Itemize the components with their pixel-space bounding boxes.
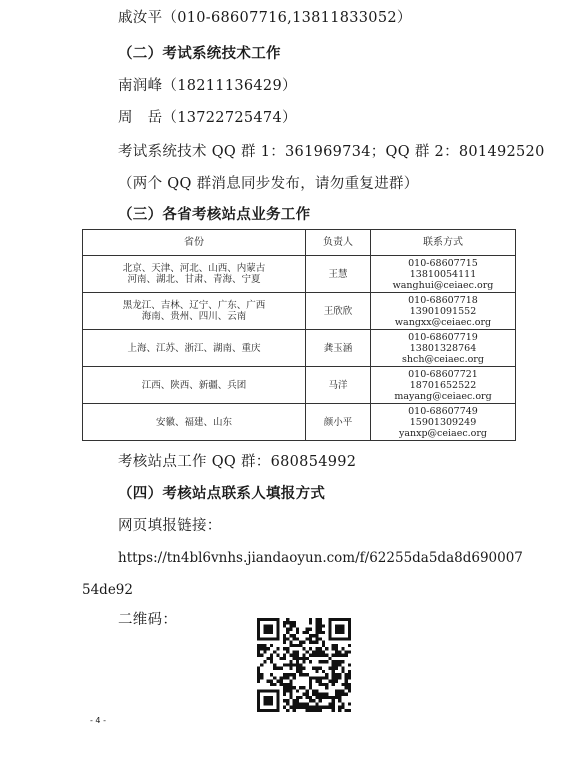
qr-label: 二维码： xyxy=(118,612,178,628)
phone-mobile: 13810054111 xyxy=(409,268,477,280)
contact-cell xyxy=(371,330,516,367)
phone-mobile: 15901309249 xyxy=(409,416,477,428)
email: mayang@ceiaec.org xyxy=(394,390,492,402)
person-cell: 王欣欣 xyxy=(306,293,371,330)
header-contact: 联系方式 xyxy=(371,230,516,256)
qq-groups-note: （两个 QQ 群消息同步发布，请勿重复进群） xyxy=(118,176,419,192)
section-4-heading: （四）考核站点联系人填报方式 xyxy=(118,485,326,502)
phone-mobile: 18701652522 xyxy=(409,379,477,391)
province-line: 河南、湖北、甘肃、青海、宁夏 xyxy=(127,274,261,285)
province-cell xyxy=(83,293,306,330)
table-header-row xyxy=(83,230,516,256)
contact-cell xyxy=(371,367,516,404)
province-cell xyxy=(83,256,306,293)
contact-nan-runfeng: 南润峰（18211136429） xyxy=(118,78,297,94)
web-link-label: 网页填报链接： xyxy=(118,518,222,534)
person-cell: 王慧 xyxy=(306,256,371,293)
table-row xyxy=(83,256,516,293)
section-3-heading: （三）各省考核站点业务工作 xyxy=(118,206,311,223)
province-cell xyxy=(83,404,306,441)
person-cell: 颜小平 xyxy=(306,404,371,441)
station-qq-line: 考核站点工作 QQ 群：680854992 xyxy=(118,454,357,470)
province-line: 江西、陕西、新疆、兵团 xyxy=(141,379,247,391)
phone-office: 010-68607721 xyxy=(408,368,478,380)
phone-office: 010-68607715 xyxy=(408,257,478,269)
province-line: 黑龙江、吉林、辽宁、广东、广西 xyxy=(122,300,266,311)
table-row xyxy=(83,293,516,330)
table-row xyxy=(83,367,516,404)
page-number: - 4 - xyxy=(90,716,106,725)
contact-zhou-yue: 周 岳（13722725474） xyxy=(118,110,297,126)
contact-qi-ruping: 戚汝平（010-68607716,13811833052） xyxy=(118,10,412,26)
person-cell: 马洋 xyxy=(306,367,371,404)
email: yanxp@ceiaec.org xyxy=(398,427,488,439)
province-cell xyxy=(83,367,306,404)
table-row xyxy=(83,404,516,441)
province-line: 北京、天津、河北、山西、内蒙古 xyxy=(122,263,266,274)
province-cell xyxy=(83,330,306,367)
qq-groups-line: 考试系统技术 QQ 群 1：361969734；QQ 群 2：801492520 xyxy=(118,144,545,160)
contact-cell xyxy=(371,256,516,293)
phone-mobile: 13901091552 xyxy=(409,305,477,317)
table-row xyxy=(83,330,516,367)
email: wanghui@ceiaec.org xyxy=(392,279,494,291)
email: wangxx@ceiaec.org xyxy=(394,316,492,328)
province-line: 海南、贵州、四川、云南 xyxy=(141,311,247,322)
province-line: 上海、江苏、浙江、湖南、重庆 xyxy=(127,342,261,354)
contact-cell xyxy=(371,404,516,441)
contact-table xyxy=(82,229,516,441)
person-cell: 龚玉涵 xyxy=(306,330,371,367)
email: shch@ceiaec.org xyxy=(402,353,484,365)
phone-office: 010-68607718 xyxy=(408,294,478,306)
phone-office: 010-68607749 xyxy=(408,405,478,417)
form-url-line-1[interactable]: https://tn4bl6vnhs.jiandaoyun.com/f/62255da5da8d690007 xyxy=(118,550,523,566)
province-line: 安徽、福建、山东 xyxy=(155,416,232,428)
section-2-heading: （二）考试系统技术工作 xyxy=(118,45,281,62)
form-url-line-2[interactable]: 54de92 xyxy=(82,582,133,598)
phone-mobile: 13801328764 xyxy=(409,342,477,354)
contact-cell xyxy=(371,293,516,330)
header-person: 负责人 xyxy=(306,230,371,256)
header-province: 省份 xyxy=(83,230,306,256)
phone-office: 010-68607719 xyxy=(408,331,478,343)
qr-code-image xyxy=(257,618,351,712)
